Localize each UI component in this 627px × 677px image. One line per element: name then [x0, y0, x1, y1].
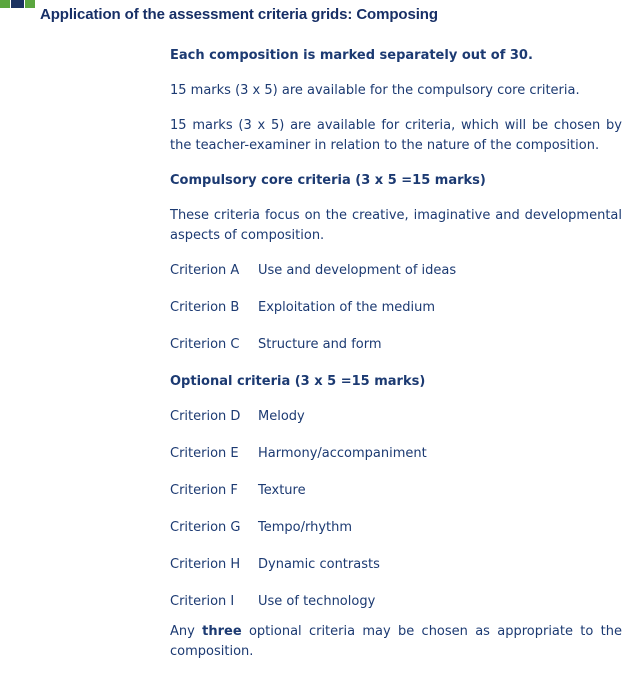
criterion-text: Dynamic contrasts: [258, 557, 380, 572]
criterion-row-f: [170, 481, 622, 501]
section-marker-icon: [0, 0, 35, 8]
intro-statement: Each composition is marked separately out of 30.: [170, 48, 533, 63]
criterion-label: Criterion F: [170, 483, 238, 498]
core-marks-paragraph: 15 marks (3 x 5) are available for the compulsory core criteria.: [170, 83, 580, 98]
criterion-text: Use and development of ideas: [258, 263, 457, 278]
optional-criteria-heading: Optional criteria (3 x 5 =15 marks): [170, 374, 426, 389]
core-criteria-description: These criteria focus on the creative, imaginative and developmental aspects of composition.: [170, 208, 622, 243]
criterion-text: Melody: [258, 409, 305, 424]
core-criteria-heading: Compulsory core criteria (3 x 5 =15 marks): [170, 173, 486, 188]
criterion-label: Criterion H: [170, 557, 241, 572]
criterion-label: Criterion D: [170, 409, 241, 424]
criterion-row-g: [170, 518, 622, 538]
criterion-label: Criterion G: [170, 520, 241, 535]
criterion-text: Exploitation of the medium: [258, 300, 435, 315]
criterion-label: Criterion C: [170, 337, 240, 352]
criterion-row-a: [170, 261, 622, 281]
criterion-label: Criterion I: [170, 594, 235, 609]
criterion-row-c: [170, 335, 622, 355]
closing-text-post: optional criteria may be chosen as appropriate to the composition.: [170, 624, 622, 659]
closing-text-pre: Any: [170, 624, 203, 639]
criterion-row-i: [170, 592, 622, 612]
marker-green-segment: [0, 0, 10, 8]
criterion-text: Harmony/accompaniment: [258, 446, 427, 461]
criterion-text: Structure and form: [258, 337, 382, 352]
criterion-text: Tempo/rhythm: [258, 520, 353, 535]
criterion-text: Texture: [258, 483, 306, 498]
page-title: Application of the assessment criteria grids: Composing: [40, 6, 438, 23]
closing-paragraph: [170, 622, 622, 662]
criterion-label: Criterion E: [170, 446, 239, 461]
marker-green-segment: [25, 0, 35, 8]
content-column: [170, 46, 622, 677]
marker-navy-segment: [11, 0, 24, 8]
criterion-label: Criterion A: [170, 263, 240, 278]
criterion-row-e: [170, 444, 622, 464]
criterion-row-h: [170, 555, 622, 575]
optional-marks-paragraph: 15 marks (3 x 5) are available for criteria, which will be chosen by the teacher-examiner in relation to the nature of the composition.: [170, 118, 622, 153]
criterion-row-d: [170, 407, 622, 427]
criterion-row-b: [170, 298, 622, 318]
criterion-label: Criterion B: [170, 300, 240, 315]
closing-text-bold: three: [202, 624, 242, 639]
criterion-text: Use of technology: [258, 594, 376, 609]
